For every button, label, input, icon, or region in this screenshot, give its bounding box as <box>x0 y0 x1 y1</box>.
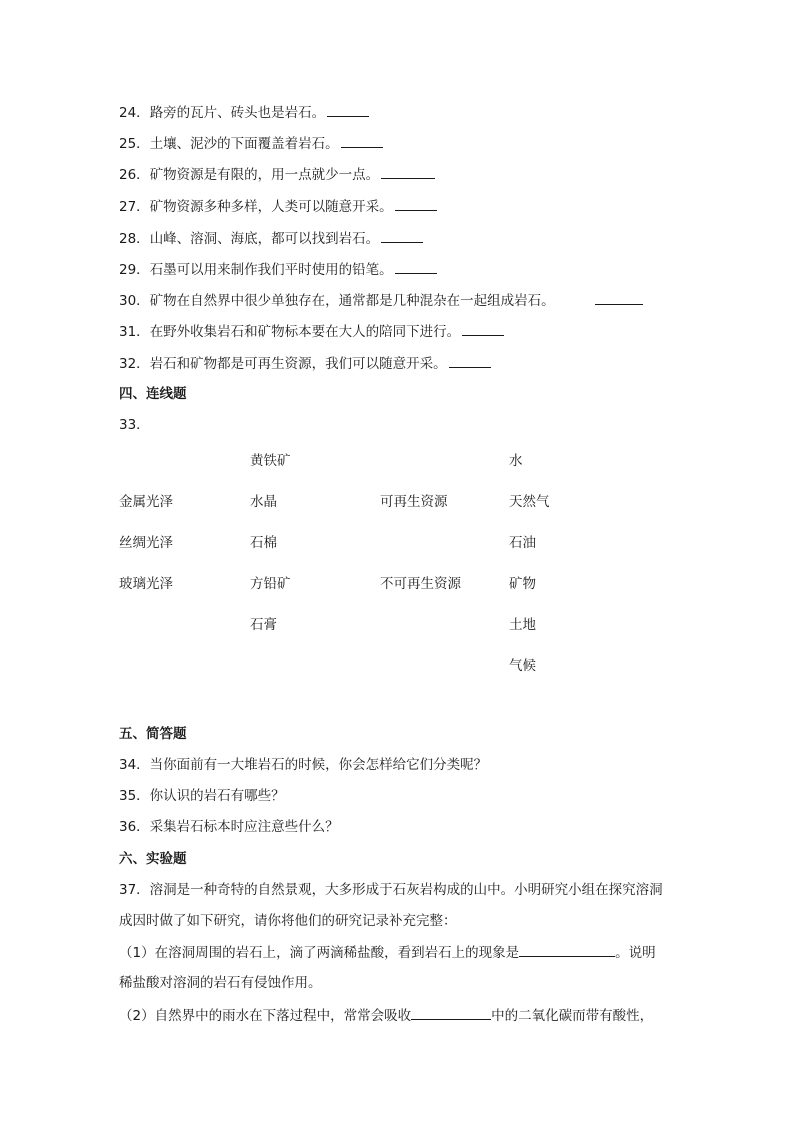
question-text: 石墨可以用来制作我们平时使用的铅笔。 <box>149 262 393 278</box>
question-31 <box>119 321 504 342</box>
question-text: 岩石和矿物都是可再生资源，我们可以随意开采。 <box>149 356 447 372</box>
answer-blank[interactable] <box>381 228 423 243</box>
question-number: 27． <box>119 199 150 215</box>
part1-text: （1）在溶洞周围的岩石上，滴了两滴稀盐酸，看到岩石上的现象是 <box>119 945 520 961</box>
question-32 <box>119 353 491 374</box>
match-item[interactable]: 土地 <box>509 617 536 633</box>
question-37-part1 <box>119 942 656 963</box>
question-24 <box>119 102 369 123</box>
question-text: 路旁的瓦片、砖头也是岩石。 <box>149 105 326 121</box>
match-item[interactable]: 石油 <box>509 535 536 551</box>
match-item[interactable]: 金属光泽 <box>119 494 173 510</box>
answer-blank[interactable] <box>411 1005 491 1020</box>
question-number: 31． <box>119 324 150 340</box>
question-26 <box>119 164 435 185</box>
question-35: 35．你认识的岩石有哪些？ <box>119 788 285 804</box>
answer-blank[interactable] <box>341 133 383 148</box>
question-text: 矿物资源是有限的，用一点就少一点。 <box>149 167 380 183</box>
answer-blank[interactable] <box>327 102 369 117</box>
answer-blank[interactable] <box>395 196 437 211</box>
question-37-part1-cont: 稀盐酸对溶洞的岩石有侵蚀作用。 <box>119 975 322 991</box>
question-number: 29． <box>119 262 150 278</box>
part2-text-end: 中的二氧化碳而带有酸性， <box>491 1008 654 1024</box>
section-heading-matching: 四、连线题 <box>119 386 187 402</box>
answer-blank[interactable] <box>449 353 491 368</box>
question-34: 34．当你面前有一大堆岩石的时候，你会怎样给它们分类呢？ <box>119 757 488 773</box>
question-number: 25． <box>119 136 150 152</box>
question-37-line2: 成因时做了如下研究，请你将他们的研究记录补充完整： <box>119 913 457 929</box>
match-item[interactable]: 玻璃光泽 <box>119 576 173 592</box>
answer-blank[interactable] <box>595 290 643 305</box>
section-heading-experiment: 六、实验题 <box>119 851 187 867</box>
question-33-number: 33． <box>119 417 150 433</box>
answer-blank[interactable] <box>395 259 437 274</box>
question-number: 24． <box>119 105 150 121</box>
match-item[interactable]: 方铅矿 <box>250 576 291 592</box>
answer-blank[interactable] <box>462 321 504 336</box>
match-item[interactable]: 石棉 <box>250 535 277 551</box>
match-item[interactable]: 矿物 <box>509 576 536 592</box>
question-37-part2 <box>119 1005 653 1026</box>
question-text: 土壤、泥沙的下面覆盖着岩石。 <box>149 136 339 152</box>
question-number: 26． <box>119 167 150 183</box>
question-29 <box>119 259 437 280</box>
match-item[interactable]: 可再生资源 <box>380 494 448 510</box>
question-number: 32． <box>119 356 150 372</box>
match-item[interactable]: 水晶 <box>250 494 277 510</box>
match-item[interactable]: 气候 <box>509 658 536 674</box>
question-25 <box>119 133 383 154</box>
match-item[interactable]: 丝绸光泽 <box>119 535 173 551</box>
question-28 <box>119 228 423 249</box>
question-number: 30． <box>119 293 150 309</box>
question-text: 在野外收集岩石和矿物标本要在大人的陪同下进行。 <box>149 324 461 340</box>
part1-text-end: 。说明 <box>615 945 656 961</box>
question-number: 28． <box>119 231 150 247</box>
match-item[interactable]: 天然气 <box>509 494 550 510</box>
answer-blank[interactable] <box>519 942 615 957</box>
question-text: 矿物资源多种多样，人类可以随意开采。 <box>149 199 393 215</box>
question-36: 36．采集岩石标本时应注意些什么？ <box>119 819 339 835</box>
section-heading-short-answer: 五、简答题 <box>119 726 187 742</box>
question-30 <box>119 290 643 311</box>
question-text: 矿物在自然界中很少单独存在，通常都是几种混杂在一起组成岩石。 <box>149 293 555 309</box>
question-text: 山峰、溶洞、海底，都可以找到岩石。 <box>149 231 380 247</box>
question-27 <box>119 196 437 217</box>
match-item[interactable]: 水 <box>509 453 523 469</box>
match-item[interactable]: 黄铁矿 <box>250 453 291 469</box>
match-item[interactable]: 石膏 <box>250 617 277 633</box>
match-item[interactable]: 不可再生资源 <box>380 576 461 592</box>
part2-text: （2）自然界中的雨水在下落过程中，常常会吸收 <box>119 1008 412 1024</box>
question-37-line1: 37．溶洞是一种奇特的自然景观，大多形成于石灰岩构成的山中。小明研究小组在探究溶洞 <box>119 882 663 898</box>
answer-blank[interactable] <box>381 164 435 179</box>
